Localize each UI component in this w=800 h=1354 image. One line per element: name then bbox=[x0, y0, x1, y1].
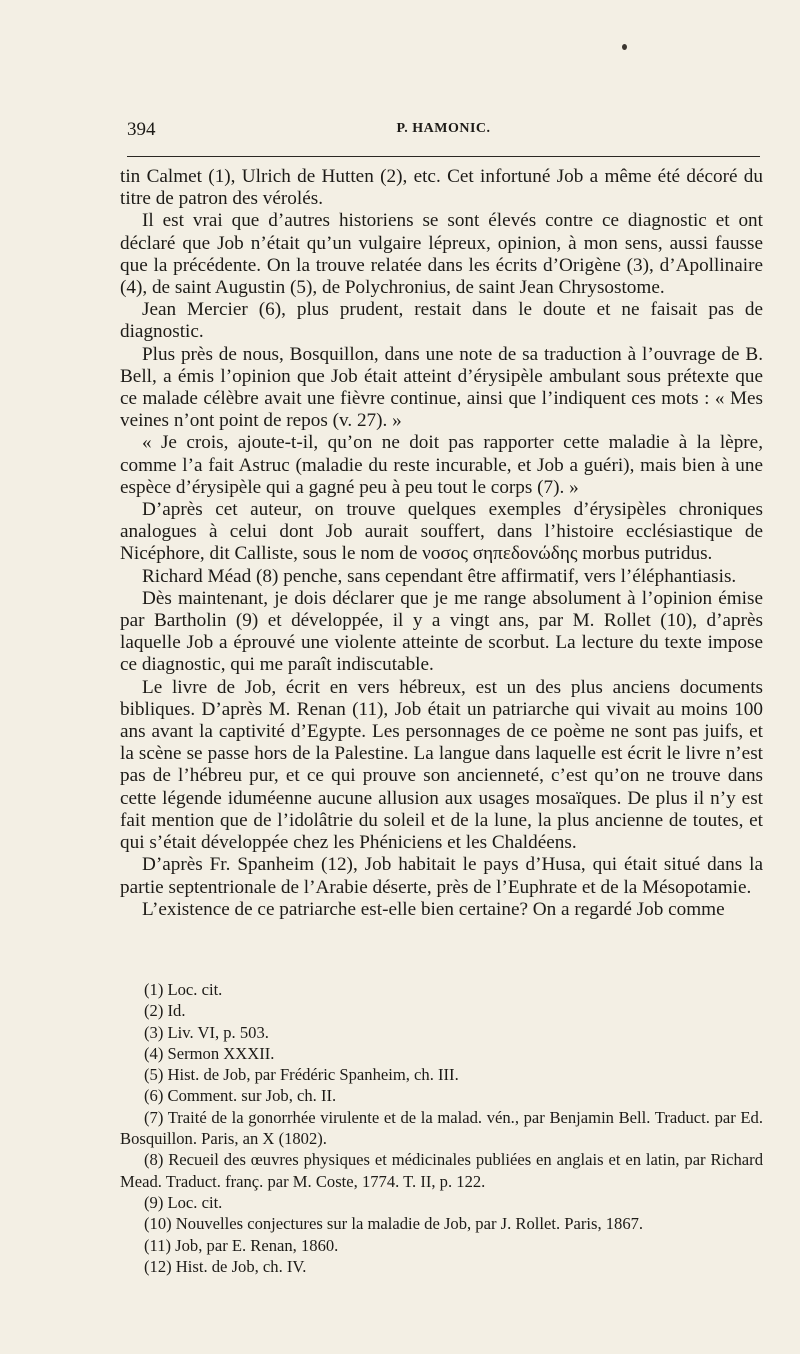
page-header bbox=[127, 119, 760, 141]
footnote: (4) Sermon XXXII. bbox=[144, 1043, 275, 1063]
paragraph: L’existence de ce patriarche est-elle bien certaine? On a regardé Job comme bbox=[142, 898, 725, 920]
header-rule bbox=[127, 156, 760, 157]
paragraph: « Je crois, ajoute-t-il, qu’on ne doit pas rapporter cette maladie à la lèpre, comme l’a fait Astruc (maladie du reste incurable, et Job a guéri), mais bien à une espèce d’érysipèle qui a gagné peu à peu tout le corps (7). » bbox=[120, 432, 763, 498]
paragraph: D’après Fr. Spanheim (12), Job habitait le pays d’Husa, qui était situé dans la partie septentrionale de l’Arabie déserte, près de l’Euphrate et de la Mésopotamie. bbox=[120, 854, 763, 898]
footnote: (3) Liv. VI, p. 503. bbox=[144, 1022, 269, 1042]
paragraph: Le livre de Job, écrit en vers hébreux, est un des plus anciens documents bibliques. D’après M. Renan (11), Job était un patriarche qui vivait au moins 100 ans avant la captivité d’Egypte. Les personnages de ce poème ne sont pas juifs, et la scène se passe hors de la Palestine. La langue dans laquelle est écrit le livre n’est pas de l’hébreu pur, et ce qui prouve son ancienneté, c’est qu’on ne trouve dans cette légende iduméenne aucune allusion aux usages mosaïques. De plus il n’y est fait mention que de l’idolâtrie du soleil et de la lune, la plus ancienne de toutes, et qui s’était développée chez les Phéniciens et les Chaldéens. bbox=[120, 676, 763, 854]
footnote: (8) Recueil des œuvres physiques et médicinales publiées en anglais et en latin, par Richard Mead. Traduct. franç. par M. Coste, 1774. T. II, p. 122. bbox=[120, 1150, 763, 1191]
footnote: (1) Loc. cit. bbox=[144, 980, 223, 999]
footnote: (6) Comment. sur Job, ch. II. bbox=[144, 1086, 337, 1106]
paragraph: D’après cet auteur, on trouve quelques exemples d’érysipèles chroniques analogues à celui dont Job aurait souffert, dans l’histoire ecclésiastique de Nicéphore, dit Calliste, sous le nom de νοσος σηπεδονώδης morbus putridus. bbox=[120, 499, 763, 565]
paragraph: Jean Mercier (6), plus prudent, restait dans le doute et ne faisait pas de diagnostic. bbox=[120, 299, 763, 343]
running-head: P. HAMONIC. bbox=[396, 121, 491, 136]
ink-speck bbox=[622, 44, 627, 50]
footnote: (11) Job, par E. Renan, 1860. bbox=[144, 1235, 339, 1255]
footnotes bbox=[120, 979, 763, 1277]
paragraph: Richard Méad (8) penche, sans cependant être affirmatif, vers l’éléphantiasis. bbox=[142, 565, 737, 587]
paragraph: Dès maintenant, je dois déclarer que je me range absolument à l’opinion émise par Bartholin (9) et développée, il y a vingt ans, par M. Rollet (10), d’après laquelle Job a éprouvé une violente atteinte de scorbut. La lecture du texte impose ce diagnostic, qui me paraît indiscutable. bbox=[120, 587, 763, 676]
footnote: (9) Loc. cit. bbox=[144, 1192, 223, 1212]
footnote: (5) Hist. de Job, par Frédéric Spanheim, ch. III. bbox=[144, 1065, 459, 1085]
body-text bbox=[120, 166, 763, 921]
paragraph: tin Calmet (1), Ulrich de Hutten (2), etc. Cet infortuné Job a même été décoré du titre de patron des vérolés. bbox=[120, 166, 763, 210]
paragraph: Plus près de nous, Bosquillon, dans une note de sa traduction à l’ouvrage de B. Bell, a émis l’opinion que Job était atteint d’érysipèle ambulant sous prétexte que ce malade célèbre avait une fièvre continue, ainsi que l’indiquent ces mots : « Mes veines n’ont point de repos (v. 27). » bbox=[120, 343, 763, 432]
page-number: 394 bbox=[127, 119, 156, 140]
footnote: (10) Nouvelles conjectures sur la maladie de Job, par J. Rollet. Paris, 1867. bbox=[144, 1214, 644, 1234]
paragraph: Il est vrai que d’autres historiens se sont élevés contre ce diagnostic et ont déclaré que Job n’était qu’un vulgaire lépreux, opinion, à mon sens, aussi fausse que la précédente. On la trouve relatée dans les écrits d’Origène (3), d’Apollinaire (4), de saint Augustin (5), de Polychronius, de saint Jean Chrysostome. bbox=[120, 210, 763, 299]
footnote: (7) Traité de la gonorrhée virulente et de la malad. vén., par Benjamin Bell. Traduct. par Ed. Bosquillon. Paris, an X (1802). bbox=[120, 1107, 763, 1149]
footnote: (12) Hist. de Job, ch. IV. bbox=[144, 1256, 307, 1276]
footnote: (2) Id. bbox=[144, 1001, 186, 1021]
